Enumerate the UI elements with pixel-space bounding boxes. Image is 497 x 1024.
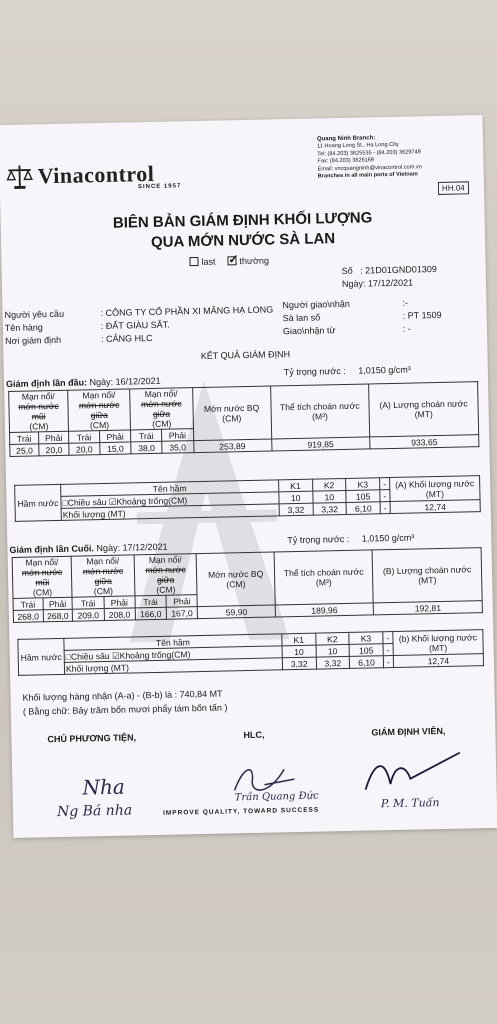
branch-note: Branches in all main ports of Vietnam [317,171,418,180]
last-density: Tỷ trọng nước : 1,0150 g/cm³ [287,532,415,546]
checkbox-checked-icon [227,256,236,265]
summary-words: ( Bằng chữ: Bảy trăm bốn mươi phẩy tám bốn tấn ) [22,702,228,717]
form-code: HH.04 [438,181,469,195]
branch-fax: Fax: (84.203) 3826169 [317,157,375,165]
branch-email: Email: vncquangninh@vinacontrol.com.vn [317,163,422,173]
checkbox-last-icon [189,257,198,266]
branch-tel: Tel: (84.203) 3625535 - (84.203) 3629749 [317,149,421,158]
last-tank-table: Hầm nước Tên hầm K1 K2 K3 - (b) Khối lượng nước (MT) □Chiều sâu ☑Khoảng trống(CM) 10 10 105 - Khối lượng (MT) 3,32 3,32 6,10 - 12,74 [17,629,484,676]
last-values-row: 268,0 268,0 209,0 208,0 166,0 167,0 59,90 189,96 192,81 [13,601,482,623]
owner-signature-name: Ng Bá nha [56,802,133,821]
info-left: Người yêu cầu : CÔNG TY CỔ PHẦN XI MĂNG HẠ LONG Tên hàng : ĐẤT GIÀU SẮT. Nơi giám định : CẢNG HLC [4,304,274,347]
vinacontrol-logo [5,160,154,191]
first-inspection-header: Giám định lần đầu: Ngày: 16/12/2021 [5,375,161,390]
first-values-row: 25,0 20,0 20,0 15,0 38,0 35,0 253,89 919,85 933,65 [10,435,479,457]
option-last: last [189,257,215,268]
brand-name: Vinacontrol [37,160,155,189]
document-title-line2: QUA MỚN NƯỚC SÀ LAN [150,230,336,251]
inspection-document [0,115,497,838]
branch-title: Quang Ninh Branch: [316,135,376,143]
first-tank-table: Hầm nước Tên hầm K1 K2 K3 - (A) Khối lượng nước (MT) □Chiều sâu ☑Khoảng trống(CM) 10 10 105 - Khối lượng (MT) 3,32 3,32 6,10 - 12,74 [14,475,481,522]
last-draft-table: Mạn nổi/ mớn nước mũi (CM) Mạn nổi/ mớn nước giữa (CM) Mạn nổi/ mớn nước giữa (CM) Mớn nước BQ (CM) Thể tích choán nước (M³) (B) Lượng choán nước (MT) Trái Phải Trái Phải Trái Phải 268,0 268,0 209,0 208,0 166,0 167,0 59,90 189,96 192,81 [12,547,483,623]
branch-address: 11 Hoang Long St., Ha Long City [317,142,399,150]
option-thuong: ✓ thường [227,256,269,267]
owner-signature: Nha [82,774,126,800]
info-right: Người giao\nhận :- Sà lan số : PT 1509 Giao\nhận từ : - [282,297,442,337]
last-inspection-header: Giám định lần Cuối. Ngày: 17/12/2021 [9,541,168,556]
sign-inspector-label: GIÁM ĐỊNH VIÊN, [371,725,446,738]
branch-info [317,133,478,181]
hlc-signature-name: Trần Quang Đức [234,790,319,804]
sign-hlc-label: HLC, [243,729,265,741]
doc-date: Ngày: 17/12/2021 [341,277,414,289]
inspector-signature-name: P. M. Tuấn [380,796,440,811]
summary-quantity: Khối lượng hàng nhận (A-a) - (B-b) là : 740,84 MT [22,688,223,703]
result-title: KẾT QUẢ GIÁM ĐỊNH [200,349,291,361]
document-title-line1: BIÊN BẢN GIÁM ĐỊNH KHỐI LƯỢNG [112,209,373,232]
doc-number: Số : 21D01GND01309 [341,264,437,276]
footer-slogan: IMPROVE QUALITY, TOWARD SUCCESS [162,806,320,817]
inspector-signature-icon [360,747,471,799]
scale-logo-icon [5,162,34,191]
sign-owner-label: CHỦ PHƯƠNG TIỆN, [47,732,137,745]
brand-since: SINCE 1957 [137,183,182,191]
first-draft-table: Mạn nổi/ mớn nước mũi (CM) Mạn nổi/ mớn nước giữa (CM) Mạn nổi/ mớn nước giữa (CM) Mớn nước BQ (CM) Thể tích choán nước (M³) (A) Lượng choán nước (MT) Trái Phải Trái Phải Trái Phải 25,0 20,0 20,0 15,0 38,0 35,0 253,89 919,85 933,65 [8,381,479,457]
first-density: Tỷ trọng nước : 1,0150 g/cm³ [283,364,411,378]
